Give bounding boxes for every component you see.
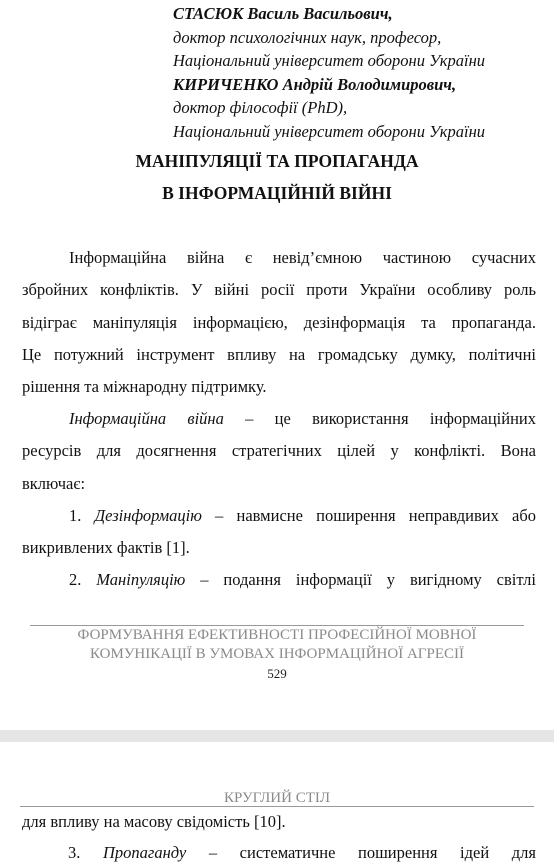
page-530 <box>0 742 554 864</box>
header-divider <box>20 806 534 807</box>
paragraph-line: рішення та міжнародну підтримку. <box>22 377 267 396</box>
term: Інформаційна війна <box>69 409 224 428</box>
author-name: КИРИЧЕНКО Андрій Володимирович, <box>173 74 457 94</box>
author-affiliation: Національний університет оборони України <box>173 51 486 70</box>
running-footer: ФОРМУВАННЯ ЕФЕКТИВНОСТІ ПРОФЕСІЙНОЇ МОВНОЇ <box>77 627 477 643</box>
paragraph-line: Інформаційна війна є невід’ємною частиною сучасних <box>69 248 536 267</box>
paragraph-line: ресурсів для досягнення стратегічних цілей у конфлікті. Вона <box>22 441 536 460</box>
author-block <box>173 2 485 143</box>
paragraph-line: включає: <box>22 474 86 493</box>
paragraph-line: Інформаційна війна – це використання інформаційних <box>69 409 536 428</box>
article-title: МАНІПУЛЯЦІЇ ТА ПРОПАГАНДА <box>135 151 419 171</box>
term: Дезінформацію <box>94 506 202 525</box>
paragraph-line: викривлених фактів [1]. <box>22 538 190 557</box>
article-title: В ІНФОРМАЦІЙНІЙ ВІЙНІ <box>162 183 392 203</box>
paragraph-line: збройних конфліктів. У війні росії проти України особливу роль <box>22 280 536 299</box>
page-number: 529 <box>267 666 287 681</box>
running-header: КРУГЛИЙ СТІЛ <box>223 790 331 806</box>
author-degree: доктор психологічних наук, професор, <box>173 27 442 47</box>
paragraph-line: Це потужний інструмент впливу на громадську думку, політичні <box>22 345 536 364</box>
list-item: 1. Дезінформацію – навмисне поширення неправдивих або <box>69 506 536 525</box>
author-degree: доктор філософії (PhD), <box>173 98 348 117</box>
author-affiliation: Національний університет оборони України <box>173 121 486 141</box>
term: Маніпуляцію <box>96 570 186 589</box>
paragraph-line: для впливу на масову свідомість [10]. <box>22 812 286 831</box>
term: Пропаганду <box>102 843 187 862</box>
list-item: 3. Пропаганду – систематичне поширення ідей для <box>68 843 536 862</box>
running-footer: КОМУНІКАЦІЇ В УМОВАХ ІНФОРМАЦІЙНОЇ АГРЕСІЇ <box>90 646 464 662</box>
paragraph-line: відіграє маніпуляція інформацією, дезінформація та пропаганда. <box>22 313 536 332</box>
author-name: СТАСЮК Василь Васильович, <box>173 4 393 23</box>
page-separator <box>0 730 554 742</box>
footer-divider <box>30 625 524 626</box>
list-item: 2. Маніпуляцію – подання інформації у вигідному світлі <box>69 570 536 589</box>
